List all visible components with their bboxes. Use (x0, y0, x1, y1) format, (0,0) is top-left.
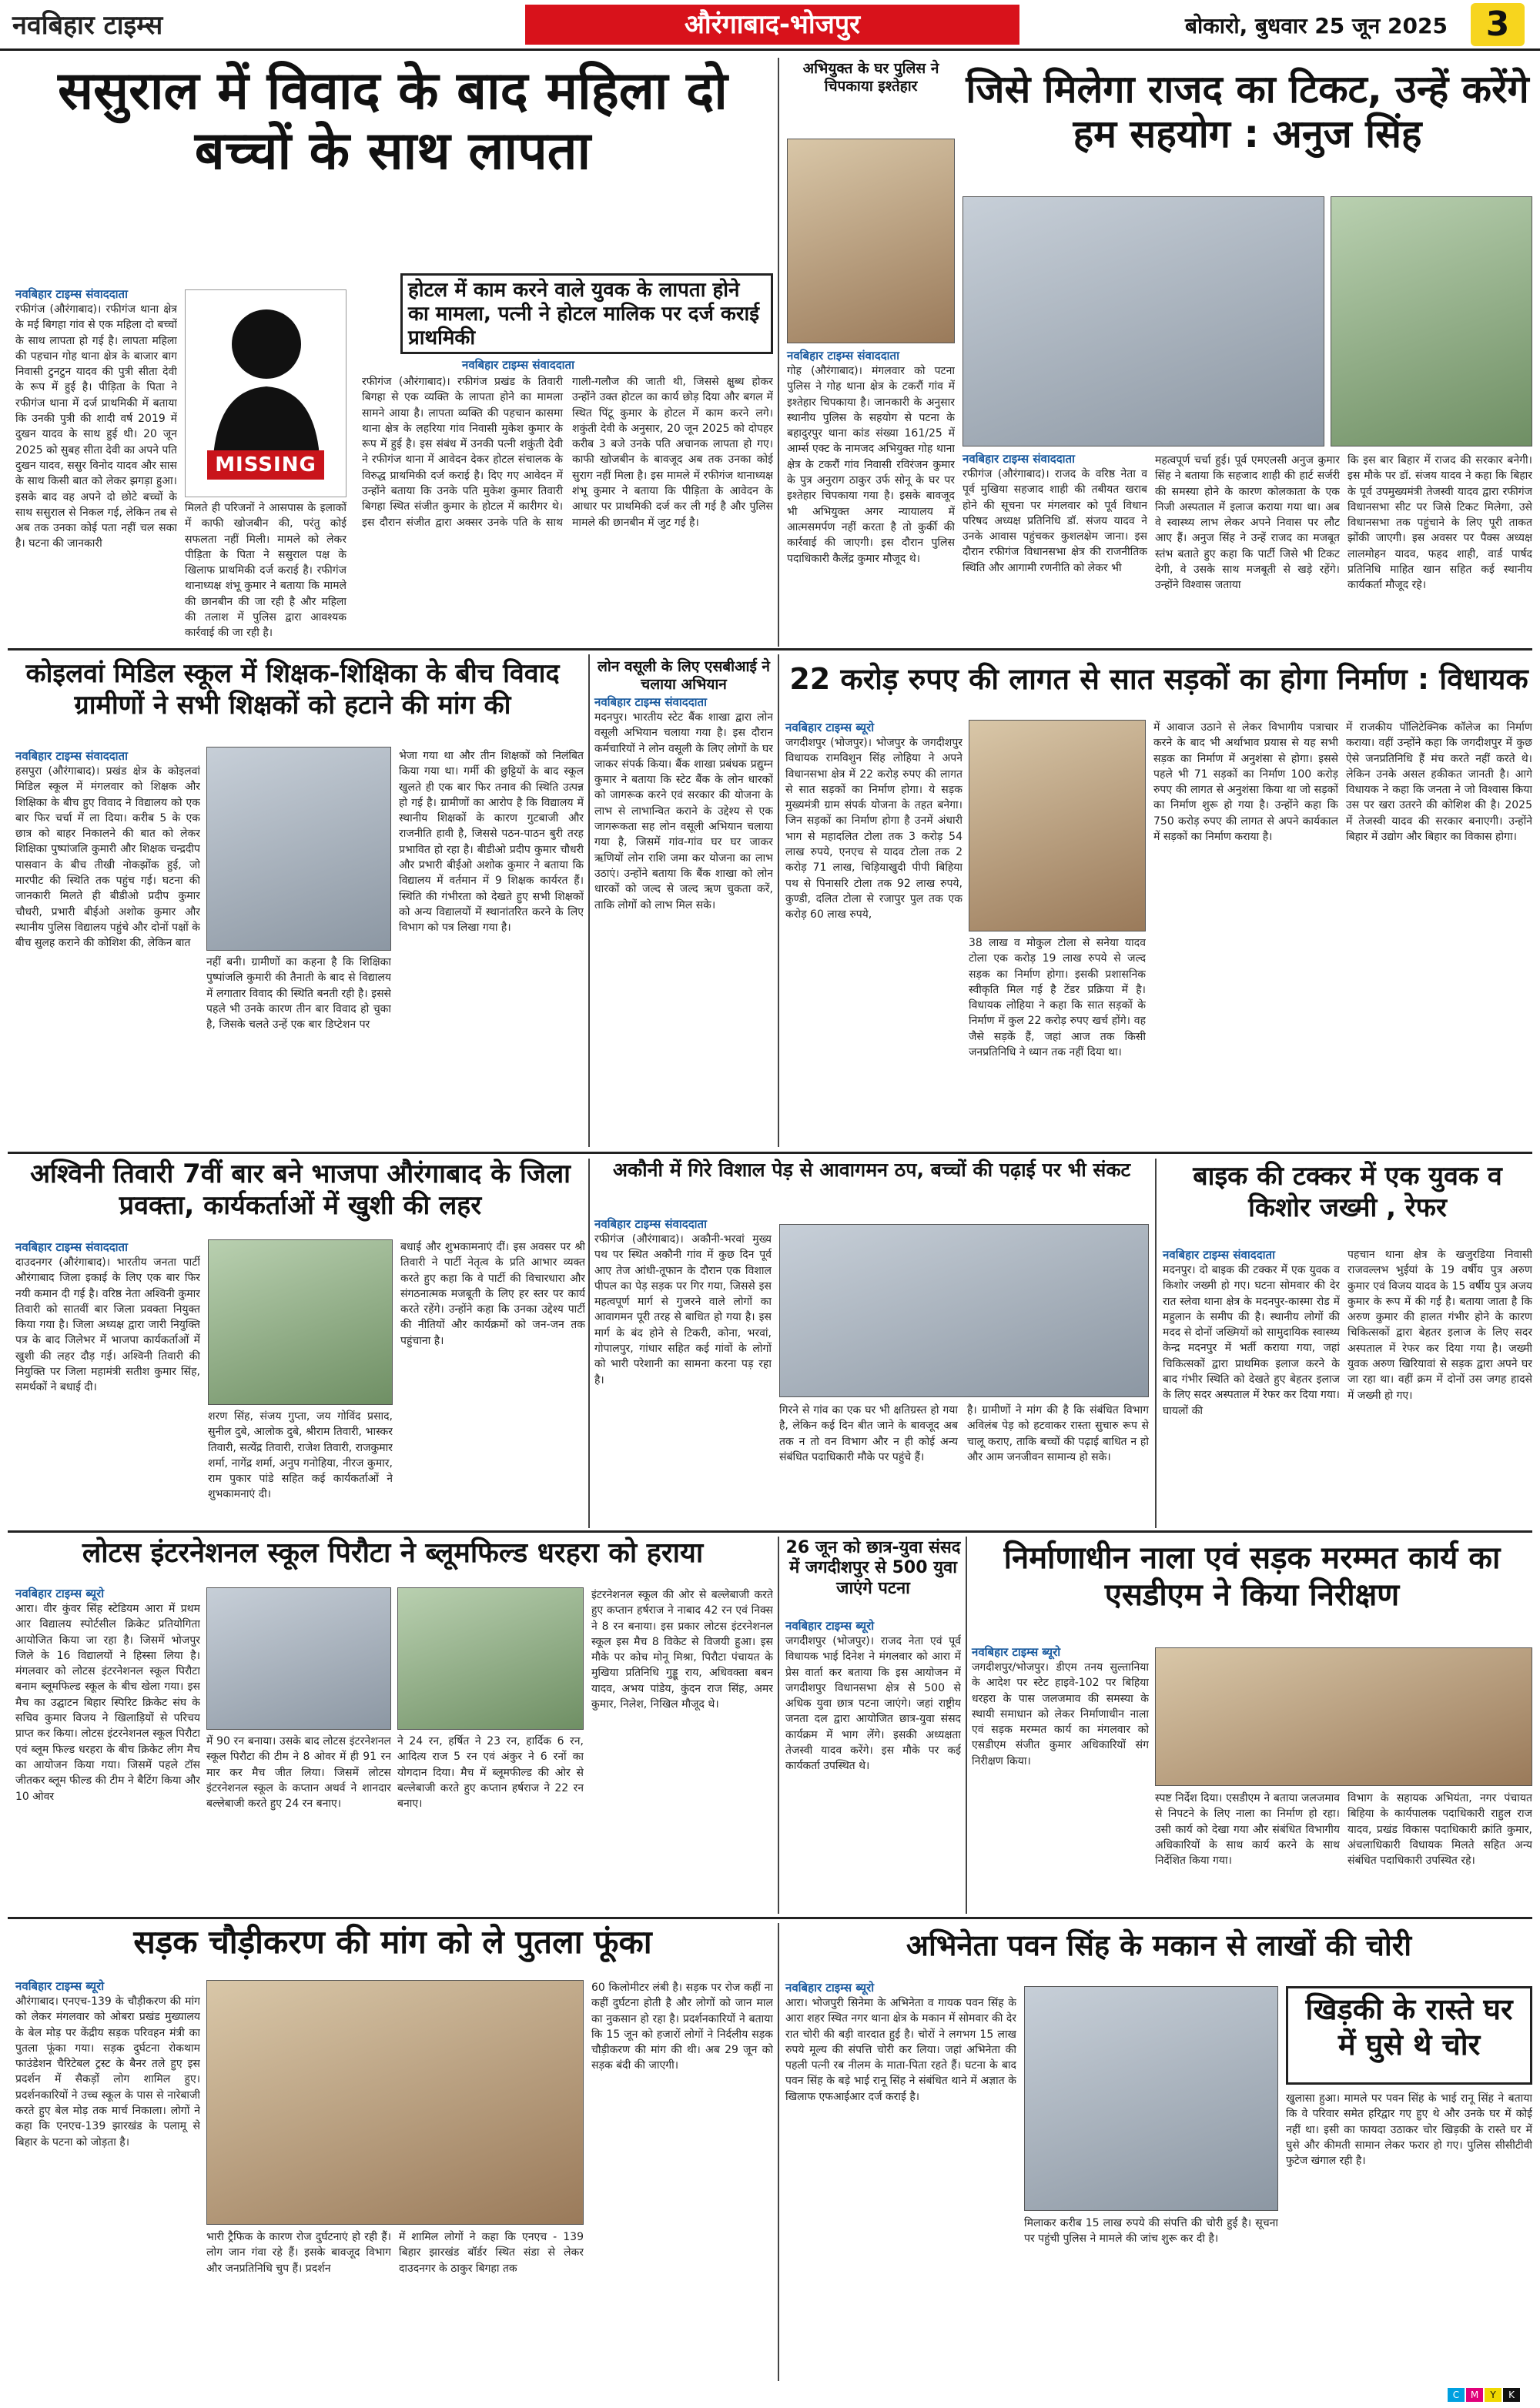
article-text-sdm-2: स्पष्ट निर्देश दिया। एसडीएम ने बताया जलजमाव से निपटने के लिए नाला का निर्माण हो रहा। उसी कार्य को देखा गया और संबंधित विभागीय अधिकारियों के साथ कार्य करने के साथ निर्देशित किया गया। (1155, 1792, 1340, 1868)
article-text-youth-parliament: जगदीशपुर (भोजपुर)। राजद नेता एवं पूर्व विधायक भाई दिनेश ने मंगलवार को आरा में प्रेस वार्ता कर बताया कि इस आयोजन में जगदीशपुर विधानसभा क्षेत्र से 500 से अधिक युवा छात्र पटना जाएंगे। जहां राष्ट्रीय जनता दल द्वारा आयोजित छात्र-युवा संसद कार्यक्रम में भाग लेंगे। इसकी अध्यक्षता तेजस्वी यादव करेंगे। इस मौके पर कई कार्यकर्ता उपस्थित थे। (785, 1635, 961, 1773)
photo-sdm-site (1155, 1647, 1532, 1786)
byline-tree-fall: नवबिहार टाइम्स संवाददाता (594, 1217, 707, 1231)
article-text-tree-2: गिरने से गांव का एक घर भी क्षतिग्रस्त हो गया है, लेकिन कई दिन बीत जाने के बावजूद अब तक न तो वन विभाग और न ही कोई अन्य संबंधित पदाधिकारी मौके पर पहुंचे हैं। (779, 1404, 958, 1463)
article-text-missing-woman-2: मिलते ही परिजनों ने आसपास के इलाकों में काफी खोजबीन की, परंतु कोई सफलता नहीं मिली। मामले को लेकर पीड़िता के पिता ने ससुराल पक्ष के खिलाफ प्राथमिकी दर्ज कराई है। रफीगंज थानाध्यक्ष शंभू कुमार ने बताया कि मामले की छानबीन की जा रही है और महिला की तलाश में पुलिस द्वारा आवश्यक कार्रवाई की जा रही है। (185, 502, 346, 640)
masthead: नवबिहार टाइम्स (12, 10, 163, 41)
article-text-rjd-3: कि इस बार बिहार में राजद की सरकार बनेगी। इस मौके पर डॉ. संजय यादव ने कहा कि बिहार के पूर्व उपमुख्यमंत्री तेजस्वी यादव द्वारा रफीगंज विधानसभा सीट पर जिसे टिकट मिलेगा, उसे विधानसभा तक पहुंचाने के लिए पूरी ताकत झोंकी जाएगी। इस अवसर पर पैक्स अध्यक्ष लालमोहन यादव, फहद शाही, वार्ड पार्षद प्रतिनिधि माहित खान सहित कई स्थानीय कार्यकर्ता मौजूद रहे। (1348, 454, 1532, 592)
headline-sdm-inspection: निर्माणाधीन नाला एवं सड़क मरम्मत कार्य का एसडीएम ने किया निरीक्षण (1003, 1540, 1501, 1613)
headline-youth-parliament: 26 जून को छात्र-युवा संसद में जगदीशपुर से 500 युवा जाएंगे पटना (785, 1538, 961, 1598)
photo-rjd-group (1331, 196, 1532, 446)
headline-pawan-singh: अभिनेता पवन सिंह के मकान से लाखों की चोरी (906, 1928, 1412, 1962)
headline-lotus-school: लोटस इंटरनेशनल स्कूल पिरौटा ने ब्लूमफिल्ड धरहरा को हराया (82, 1537, 704, 1569)
article-text-tree-3: है। ग्रामीणों ने मांग की है कि संबंधित विभाग अविलंब पेड़ को हटवाकर रास्ता सुचारु रूप से चालू कराए, ताकि बच्चों की पढ़ाई बाधित न हो और आम जनजीवन सामान्य हो सके। (967, 1404, 1149, 1463)
byline-hotel-worker: नवबिहार टाइम्स संवाददाता (462, 358, 574, 372)
byline-koilwan: नवबिहार टाइम्स संवाददाता (15, 749, 128, 763)
headline-missing-woman: ससुराल में विवाद के बाद महिला दो बच्चों के साथ लापता (58, 61, 728, 182)
byline-poster: नवबिहार टाइम्स संवाददाता (787, 349, 899, 363)
headline-poster: अभियुक्त के घर पुलिस ने चिपकाया इश्तेहार (802, 60, 939, 95)
headline-effigy: सड़क चौड़ीकरण की मांग को ले पुतला फूंका (133, 1923, 652, 1961)
byline-pawan-singh: नवबिहार टाइम्स ब्यूरो (785, 1981, 875, 1995)
article-text-effigy-1: औरंगाबाद। एनएच-139 के चौड़ीकरण की मांग को लेकर मंगलवार को ओबरा प्रखंड मुख्यालय के बेल मोड़ पर केंद्रीय सड़क परिवहन मंत्री का पुतला फूंका गया। सड़क दुर्घटना रोकथाम फाउंडेशन चैरिटेबल ट्रस्ट के बैनर तले हुए इस प्रदर्शन में सैकड़ों लोग शामिल हुए। प्रदर्शनकारियों ने उच्च स्कूल के पास से नारेबाजी करते हुए बेल मोड़ तक मार्च निकाला। लोगों ने कहा कि एनएच-139 झारखंड के पलामू से बिहार के पटना को जोड़ता है। (15, 1995, 200, 2149)
photo-school-students (206, 747, 391, 951)
cmyk-registration: C M Y K (1448, 2386, 1522, 2402)
article-text-effigy-3: में शामिल लोगों ने कहा कि एनएच - 139 बिहार झारखंड बॉर्डर स्थित संडा से लेकर दाउदनगर के ठाकुर बिगहा तक (399, 2231, 584, 2275)
photo-cricket-team-2 (397, 1587, 584, 1730)
article-text-koilwan-3: भेजा गया था और तीन शिक्षकों को निलंबित किया गया था। गर्मी की छुट्टियों के बाद स्कूल खुलते ही एक बार फिर तनाव की स्थिति उत्पन्न हो गई है। ग्रामीणों का आरोप है कि विद्यालय में स्थानीय शिक्षकों के कारण गुटबाजी और राजनीति हावी है, जिससे पठन-पाठन बुरी तरह प्रभावित हो रहा है। बीडीओ प्रदीप कुमार चौधरी और प्रभारी बीईओ अशोक कुमार ने बताया कि विद्यालय में वर्तमान में 9 शिक्षक कार्यरत हैं। स्थिति की गंभीरता को देखते हुए सभी शिक्षकों को अन्य विद्यालयों में स्थानांतरित करने के लिए विभाग को पत्र लिखा गया है। (399, 750, 584, 935)
page-number: 3 (1471, 3, 1525, 46)
headline-sbi-loan: लोन वसूली के लिए एसबीआई ने चलाया अभियान (598, 658, 770, 693)
article-text-roads-2: 38 लाख व मोकुल टोला से सनेया यादव टोला एक करोड़ 19 लाख रुपये से जल्द सड़क का निर्माण होगा। इसकी प्रशासनिक स्वीकृति मिल गई है टेंडर प्रक्रिया में है। विधायक लोहिया ने कहा कि सात सड़कों के निर्माण में कुल 22 करोड़ रुपए खर्च होंगे। वह जैसे सड़कें हैं, जहां आज तक किसी जनप्रतिनिधि ने ध्यान तक नहीं दिया था। (969, 937, 1146, 1059)
headline-tree-fall: अकौनी में गिरे विशाल पेड़ से आवागमन ठप, बच्चों की पढ़ाई पर भी संकट (612, 1159, 1131, 1181)
article-text-sdm-1: जगदीशपुर/भोजपुर। डीएम तनय सुल्तानिया के आदेश पर स्टेट हाइवे-102 पर बिहिया धरहरा के पास जलजमाव की समस्या के स्थायी समाधान को लेकर निर्माणाधीन नाला एवं सड़क मरम्मत कार्य का मंगलवार को एसडीएम संजीत कुमार अधिकारियों संग निरीक्षण किया। (972, 1661, 1149, 1768)
subhead-pawan-singh: खिड़की के रास्ते घर में घुसे थे चोर (1305, 1992, 1513, 2062)
photo-ashwini-portrait (208, 1239, 393, 1405)
article-text-missing-woman-1: रफीगंज (औरंगाबाद)। रफीगंज थाना क्षेत्र के मई बिगहा गांव से एक महिला दो बच्चों के साथ लापता हो गई है। लापता महिला की पहचान गोह थाना क्षेत्र के बाजार बाग निवासी टुनटुन यादव की पुत्री सीता देवी के रूप में हुई है। पीड़िता के पिता ने रफीगंज थाना में दर्ज प्राथमिकी में बताया कि उनकी पुत्री की शादी वर्ष 2019 में दुखन यादव के साथ हुई थी। 20 जून 2025 को सुबह सीता देवी का अपने पति दुखन यादव, ससुर विनोद यादव और सास के साथ किसी बात को लेकर झगड़ा हुआ। इसके बाद वह अपने दो छोटे बच्चों के साथ ससुराल से निकल गई, लेकिन तब से अब तक उनका कोई पता नहीं चल सका है। घटना की जानकारी (15, 303, 177, 550)
byline-youth-parliament: नवबिहार टाइम्स ब्यूरो (785, 1619, 875, 1633)
byline-bike: नवबिहार टाइम्स संवाददाता (1163, 1248, 1275, 1262)
missing-label: MISSING (207, 450, 324, 480)
photo-pawan-house (1024, 1986, 1278, 2211)
page-header (0, 0, 1540, 51)
article-text-roads-4: में राजकीय पॉलिटेक्निक कॉलेज का निर्माण कराया। वहीं उन्होंने कहा कि जगदीशपुर में कुछ ऐसे जनप्रतिनिधि हैं मंच करते नहीं करते थे। लेकिन उनके असल हकीकत जानती है। आगे विधायक ने कहा कि जनता ने जो विश्वास किया उस पर खरा उतरने की कोशिश की है। 2025 में तेजस्वी यादव की सरकार बनाएगी। उन्होंने बिहार में उद्योग और बिहार का विकास होगा। (1346, 721, 1532, 844)
article-text-sdm-3: विभाग के सहायक अभियंता, नगर पंचायत बिहिया के कार्यपालक पदाधिकारी राहुल राज यादव, प्रखंड विकास पदाधिकारी क्रांति कुमार, अंचलाधिकारी विधायक मिलते सहित अन्य संबंधित पदाधिकारी उपस्थित रहे। (1348, 1792, 1532, 1868)
headline-hotel-worker: होटल में काम करने वाले युवक के लापता होने का मामला, पत्नी ने होटल मालिक पर दर्ज कराई प्राथमिकी (408, 279, 760, 350)
silhouette-icon (205, 298, 328, 475)
article-text-pawan-3: खुलासा हुआ। मामले पर पवन सिंह के भाई रानू सिंह ने बताया कि वे परिवार समेत हरिद्वार गए हुए थे और उनके घर में कोई नहीं था। इसी का फायदा उठाकर चोर खिड़की के रास्ते घर में घुसे और कीमती सामान लेकर फरार हो गए। पुलिस सीसीटीवी फुटेज खंगाल रही है। (1286, 2092, 1532, 2168)
photo-mla-portrait (969, 720, 1146, 931)
article-text-rjd-2: महत्वपूर्ण चर्चा हुई। पूर्व एमएलसी अनुज कुमार सिंह ने बताया कि सहजाद शाही की हार्ट सर्जरी की समस्या होने के कारण कोलकाता के एक निजी अस्पताल में इलाज कराया गया था। अब वे स्वास्थ्य लाभ लेकर अपने निवास पर लौट आए हैं। अनुज सिंह ने उन्हें राजद का मजबूत स्तंभ बताते हुए कहा कि पार्टी जिसे भी टिकट देगी, वे उसके साथ मजबूती से खड़े रहेंगे। उन्होंने विश्वास जताया (1155, 454, 1340, 592)
article-text-lotus-4: इंटरनेशनल स्कूल की ओर से बल्लेबाजी करते हुए कप्तान हर्षराज ने नाबाद 42 रन एवं निक्स ने 8 रन बनाया। इस प्रकार लोटस इंटरनेशनल स्कूल इस मैच 8 विकेट से विजयी हुआ। इस मौके पर कोच मोनू मिश्रा, पिरौटा पंचायत के मुखिया प्रतिनिधि गुड्डू राय, अधिवक्ता बबन यादव, अभय पांडेय, कुंदन राज सिंह, अमर कुमार, निलेश, निखिल मौजूद थे। (591, 1589, 773, 1711)
article-text-poster: गोह (औरंगाबाद)। मंगलवार को पटना पुलिस ने गोह थाना क्षेत्र के टकरौं गांव में इश्तेहार चिपकाया है। जानकारी के अनुसार स्थानीय पुलिस के सहयोग से पटना के बहादुरपुर थाना कांड संख्या 161/25 में आर्म्स एक्ट के नामजद अभियुक्त गोह थाना क्षेत्र के टकरौं गांव निवासी रविरंजन कुमार के पुत्र अनुराग ठाकुर उर्फ सोनू के घर पर इश्तेहार चिपकाया गया है। इसके बावजूद भी अभियुक्त अगर न्यायालय में आत्मसमर्पण नहीं करता है तो कुर्की की कार्रवाई की जाएगी। इस दौरान पुलिस पदाधिकारी कैलेंद्र कुमार मौजूद थे। (787, 365, 955, 565)
article-text-rjd-1: रफीगंज (औरंगाबाद)। राजद के वरिष्ठ नेता व पूर्व मुखिया सहजाद शाही की तबीयत खराब होने की सूचना पर मंगलवार को पूर्व विधान परिषद अध्यक्ष प्रतिनिधि डॉ. संजय यादव ने उनके आवास पहुंचकर कुशलक्षेम जाना। इस दौरान रफीगंज विधानसभा क्षेत्र की राजनीतिक स्थिति और आगामी रणनीति को लेकर भी (962, 468, 1147, 574)
photo-effigy-protest (206, 1980, 584, 2225)
headline-ashwini-tiwari: अश्विनी तिवारी 7वीं बार बने भाजपा औरंगाबाद के जिला प्रवक्ता, कार्यकर्ताओं में खुशी की लहर (30, 1159, 571, 1221)
article-text-tree-1: रफीगंज (औरंगाबाद)। अकौनी-भरवां मुख्य पथ पर स्थित अकौनी गांव में कुछ दिन पूर्व आए तेज आंधी-तूफान के दौरान एक विशाल पीपल का पेड़ सड़क पर गिर गया, जिससे इस महत्वपूर्ण मार्ग से गुजरने वाले लोगों का आवागमन पूरी तरह से बाधित हो गया है। इस मार्ग के बंद होने से टिकरी, कोना, भरवां, गोपालपुर, गांधार सहित कई गांवों के लोगों को भारी परेशानी का सामना करना पड़ रहा है। (594, 1233, 772, 1386)
byline-sbi-loan: नवबिहार टाइम्स संवाददाता (594, 695, 707, 709)
article-text-lotus-2: में 90 रन बनाया। उसके बाद लोटस इंटरनेशनल स्कूल पिरौटा की टीम ने 8 ओवर में ही 91 रन मार कर मैच जीत लिया। जिसमें लोटस इंटरनेशनल स्कूल के कप्तान अथर्व ने शानदार बल्लेबाजी करते हुए 24 रन बनाए। (206, 1735, 391, 1811)
byline-lotus: नवबिहार टाइम्स ब्यूरो (15, 1587, 105, 1600)
article-text-koilwan-2: नहीं बनी। ग्रामीणों का कहना है कि शिक्षिका पुष्पांजलि कुमारी की तैनाती के बाद से विद्यालय में लगातार विवाद की स्थिति बनती रही है। इससे पहले भी उनके कारण तीन बार विवाद हो चुका है, जिसके चलते उन्हें एक बार डिप्टेशन पर (206, 956, 391, 1032)
article-text-lotus-1: आरा। वीर कुंवर सिंह स्टेडियम आरा में प्रथम आर विद्यालय स्पोर्टसील क्रिकेट प्रतियोगिता आयोजित किया जा रहा है। जिसमें भोजपुर जिले के 16 विद्यालयों ने हिस्सा लिया है। मंगलवार को लोटस इंटरनेशनल स्कूल पिरौटा बनाम ब्लूमफिल्ड स्कूल के बीच खेला गया। इस मैच का उद्घाटन बिहार स्पिरिट क्रिकेट संघ के सचिव कुमार विजय ने खिलाड़ियों से परिचय प्राप्त कर किया। लोटस इंटरनेशनल स्कूल पिरौटा एवं ब्लूम फिल्ड धरहरा के बीच क्रिकेट लीग मैच का आयोजन किया गया। जिसमें पहले टॉस जीतकर ब्लूम फील्ड की टीम ने बैटिंग किया और 10 ओवर (15, 1603, 200, 1803)
byline-seven-roads: नवबिहार टाइम्स ब्यूरो (785, 721, 875, 734)
article-text-koilwan-1: हसपुरा (औरंगाबाद)। प्रखंड क्षेत्र के कोइलवां मिडिल स्कूल में मंगलवार को शिक्षक और शिक्षिका के बीच हुए विवाद ने विद्यालय को एक बार फिर चर्चा में ला दिया। करीब 5 के एक छात्र को बाहर निकालने की बात को लेकर शिक्षिका पुष्पांजलि कुमारी और शिक्षक चन्द्रदीप पासवान के बीच तीखी नोकझोंक हुई, जो मारपीट की स्थिति तक पहुंच गई। घटना की जानकारी मिलते ही बीडीओ प्रदीप कुमार चौधरी, प्रभारी बीईओ अशोक कुमार और स्थानीय पुलिस विद्यालय पहुंचे और दोनों पक्षों के बीच सुलह कराने की कोशिश की, लेकिन बात (15, 765, 200, 950)
article-text-effigy-2: भारी ट्रैफिक के कारण रोज दुर्घटनाएं हो रही हैं। लोग जान गंवा रहे हैं। इसके बावजूद विभाग और जनप्रतिनिधि चुप हैं। प्रदर्शन (206, 2231, 391, 2275)
byline-missing-woman: नवबिहार टाइम्स संवाददाता (15, 287, 128, 301)
article-text-lotus-3: ने 24 रन, हर्षित ने 23 रन, हार्दिक 6 रन, आदित्य राज 5 रन एवं अंकुर ने 6 रनों का योगदान दिया। मैच में ब्लूमफील्ड की ओर से बल्लेबाजी करते हुए कप्तान हर्षराज ने 22 रन बनाए। (397, 1735, 584, 1811)
byline-ashwini: नवबिहार टाइम्स संवाददाता (15, 1240, 128, 1254)
photo-police-poster (787, 139, 955, 343)
headline-seven-roads: 22 करोड़ रुपए की लागत से सात सड़कों का होगा निर्माण : विधायक (789, 662, 1528, 696)
headline-bike-accident: बाइक की टक्कर में एक युवक व किशोर जख्मी , रेफर (1193, 1161, 1502, 1223)
dateline: बोकारो, बुधवार 25 जून 2025 (1184, 13, 1448, 38)
article-text-hotel-worker: रफीगंज (औरंगाबाद)। रफीगंज प्रखंड के तिवारी बिगहा से एक व्यक्ति के लापता होने का मामला सामने आया है। लापता व्यक्ति की पहचान कासमा थाना क्षेत्र के लहरिया गांव निवासी मुकेश कुमार के रूप में हुई है। इस संबंध में उनकी पत्नी शकुंती देवी ने रफीगंज थाना में आवेदन देकर होटल संचालक के विरुद्ध प्राथमिकी दर्ज कराई है। दिए गए आवेदन में उन्होंने बताया कि उनके पति मुकेश कुमार तिवारी बिगहा स्थित संजीत कुमार के होटल में कारीगर थे। इस दौरान संजीत द्वारा अक्सर उनके पति के साथ गाली-गलौज की जाती थी, जिससे क्षुब्ध होकर उन्होंने उक्त होटल का कार्य छोड़ दिया और बगल में स्थित पिंटू कुमार के होटल में काम करने लगे। शकुंती देवी के अनुसार, 20 जून 2025 को दोपहर करीब 3 बजे उनके पति अचानक लापता हो गए। काफी खोजबीन के बावजूद अब तक उनका कोई सुराग नहीं मिला है। इस मामले में रफीगंज थानाध्यक्ष शंभू कुमार ने बताया कि पीड़िता के आवेदन के आधार पर प्राथमिकी दर्ज कर ली गई है और पुलिस मामले की छानबीन में जुट गई है। (362, 376, 773, 529)
article-text-ashwini-1: दाउदनगर (औरंगाबाद)। भारतीय जनता पार्टी औरंगाबाद जिला इकाई के लिए एक बार फिर नयी कमान दी गई है। वरिष्ठ नेता अश्विनी कुमार तिवारी को सातवीं बार जिला प्रवक्ता नियुक्त किया गया है। जिला अध्यक्ष द्वारा जारी नियुक्ति पत्र के बाद जिलेभर में भाजपा कार्यकर्ताओं में खुशी की लहर दौड़ गई। अश्विनी तिवारी की नियुक्ति पर जिला महामंत्री सतीश कुमार सिंह, समर्थकों ने बधाई दी। (15, 1256, 200, 1394)
headline-rjd-ticket: जिसे मिलेगा राजद का टिकट, उन्हें करेंगे हम सहयोग : अनुज सिंह (966, 67, 1529, 156)
photo-fallen-tree (779, 1224, 1149, 1397)
section-name: औरंगाबाद-भोजपुर (525, 5, 1019, 45)
missing-image (185, 289, 346, 497)
photo-rjd-meeting (962, 196, 1324, 446)
byline-rjd-ticket: नवबिहार टाइम्स संवाददाता (962, 452, 1075, 466)
photo-cricket-team-1 (206, 1587, 391, 1730)
byline-effigy: नवबिहार टाइम्स ब्यूरो (15, 1979, 105, 1993)
headline-koilwan-school: कोइलवां मिडिल स्कूल में शिक्षक-शिक्षिका के बीच विवाद ग्रामीणों ने सभी शिक्षकों को हटाने की मांग की (25, 658, 560, 721)
article-text-sbi-loan: मदनपुर। भारतीय स्टेट बैंक शाखा द्वारा लोन वसूली अभियान चलाया गया है। इस दौरान कर्मचारियों ने लोन वसूली के लिए लोगों के घर जाकर संपर्क किया। बैंक शाखा प्रबंधक प्रद्युम्न कुमार ने बताया कि स्टेट बैंक के लोन धारकों को जागरूक करने एवं सरकार की योजना के लाभ से लाभान्वित कराने के उद्देश्य से एक जागरूकता सह लोन वसूली अभियान चलाया गया है, जिसमें गांव-गांव घर घर जाकर ऋणियों लोन राशि जमा कर योजना का लाभ उठाएं। उन्होंने बताया कि बैंक शाखा को लोन धारकों को जल्द से जल्द ऋण चुकता करें, ताकि लोगों को लाभ मिल सके। (594, 711, 773, 911)
article-text-roads-3: में आवाज उठाने से लेकर विभागीय पत्राचार करने के बाद भी अर्थाभाव प्रयास से यह सभी सड़क का निर्माण में अनुशंसा से होगा। इससे पहले भी 71 सड़कों का निर्माण 100 करोड़ रुपए की लागत से अनुशंसा किया था जो सड़कों का निर्माण शुरू हो गया है। उन्होंने कहा कि 750 करोड़ रुपए की लागत से अपने कार्यकाल में सड़कों का निर्माण कराया है। (1153, 721, 1338, 844)
article-text-bike-1: मदनपुर। दो बाइक की टक्कर में एक युवक व किशोर जख्मी हो गए। घटना सोमवार की देर रात स्लेवा थाना क्षेत्र के मदनपुर-कास्मा रोड में महुलान के समीप की है। स्थानीय लोगों की मदद से दोनों जख्मियों को सामुदायिक स्वास्थ्य केन्द्र मदनपुर में भर्ती कराया गया, जहां चिकित्सकों द्वारा प्राथमिक इलाज करने के बाद गंभीर स्थिति को देखते हुए बेहतर इलाज के लिए सदर अस्पताल में रेफर कर दिया गया। घायलों की (1163, 1264, 1340, 1417)
article-text-bike-2: पहचान थाना क्षेत्र के खजुरडिया निवासी राजवल्लभ भुईयां के 19 वर्षीय पुत्र अरुण कुमार एवं विजय यादव के 15 वर्षीय पुत्र अजय कुमार के रूप में की गई है। बताया जाता है कि अरुण कुमार की हालत गंभीर होने के कारण चिकित्सकों द्वारा बेहतर इलाज के लिए सदर अस्पताल में रेफर कर दिया गया है। जख्मी युवक अरुण खिरियावां से सड़क द्वारा अपने घर जा रहा था। वहीं क्रम में दोनों उस जगह हादसे में जख्मी हो गए। (1348, 1249, 1532, 1402)
article-text-pawan-1: आरा। भोजपुरी सिनेमा के अभिनेता व गायक पवन सिंह के आरा शहर स्थित नगर थाना क्षेत्र के मकान में सोमवार की देर रात चोरी की बड़ी वारदात हुई है। चोरों ने लगभग 15 लाख रुपये मूल्य की संपत्ति चोरी कर लिया। जहां अभिनेता की पहली पत्नी रब नीलम के माता-पिता रहते हैं। घटना के बाद पवन सिंह के बड़े भाई रानू सिंह ने संबंधित थाने में अज्ञात के खिलाफ एफआईआर दर्ज कराई है। (785, 1997, 1016, 2103)
article-text-ashwini-2: शरण सिंह, संजय गुप्ता, जय गोविंद प्रसाद, सुनील दुबे, आलोक दुबे, श्रीराम तिवारी, भास्कर तिवारी, सत्येंद्र तिवारी, राजेश तिवारी, राजकुमार शर्मा, नागेंद्र शर्मा, अनुप गनोहिया, नीरज कुमार, राम पुकार पांडे सहित कई कार्यकर्ताओं ने शुभकामनाएं दी। (208, 1410, 393, 1501)
byline-sdm: नवबिहार टाइम्स ब्यूरो (972, 1645, 1061, 1659)
article-text-pawan-2: मिलाकर करीब 15 लाख रुपये की संपत्ति की चोरी हुई है। सूचना पर पहुंची पुलिस ने मामले की जांच शुरू कर दी है। (1024, 2217, 1278, 2246)
article-text-roads-1: जगदीशपुर (भोजपुर)। भोजपुर के जगदीशपुर विधायक रामविशुन सिंह लोहिया ने अपने विधानसभा क्षेत्र में 22 करोड़ रुपए की लागत से सात सड़कों का निर्माण होगा। ये सड़क मुख्यमंत्री ग्राम संपर्क योजना के तहत बनेगा। जिन सड़कों का निर्माण होगा है उनमें अंधारी भाग से महादलित टोला तक 3 करोड़ 54 लाख रुपये, एनएच से यादव टोला तक 2 करोड़ 71 लाख, चिड़ियाखुदी पीपी बिहिया पथ से पिनासरि टोला तक 92 लाख रुपये, कुण्डी, दलित टोला से रजापुर पुल तक एक करोड़ 60 लाख रुपये, (785, 737, 962, 921)
article-text-ashwini-3: बधाई और शुभकामनाएं दीं। इस अवसर पर श्री तिवारी ने पार्टी नेतृत्व के प्रति आभार व्यक्त करते हुए कहा कि वे पार्टी की विचारधारा और संगठनात्मक मजबूती के लिए हर स्तर पर कार्य करते रहेंगे। उन्होंने कहा कि उनका उद्देश्य पार्टी की नीतियों और कार्यक्रमों को जन-जन तक पहुंचाना है। (400, 1241, 585, 1347)
article-text-effigy-4: 60 किलोमीटर लंबी है। सड़क पर रोज कहीं ना कहीं दुर्घटना होती है और लोगों को जान माल का नुकसान हो रहा है। प्रदर्शनकारियों ने बताया कि 15 जून को हजारों लोगों ने निर्दलीय सड़क चौड़ीकरण की मांग की थी। अब 29 जून को सड़क बंदी की जाएगी। (591, 1982, 773, 2072)
